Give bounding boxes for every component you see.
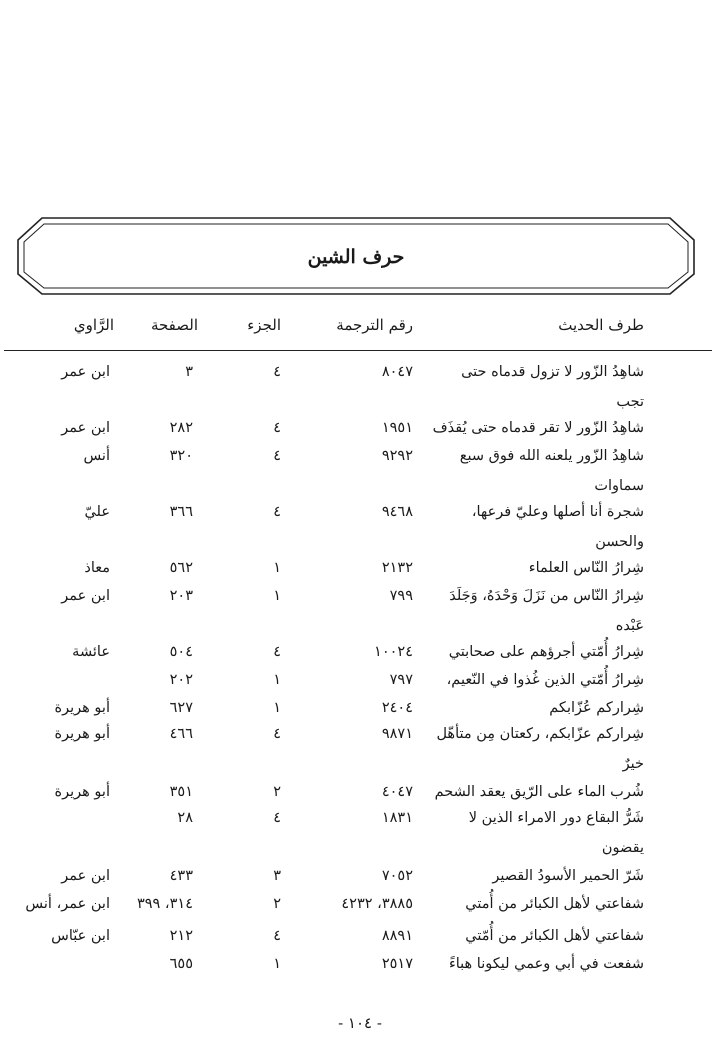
row-juz-cell: ٤: [273, 420, 281, 436]
header-juz: الجزء: [247, 316, 281, 334]
row-tarjama-cell: ٩٢٩٢: [381, 448, 413, 464]
row-tarjama-cell: ٧٠٥٢: [381, 868, 413, 884]
row-hadith-cell: شجرة أنا أصلها وعليّ فرعها،: [471, 504, 644, 520]
row-tarjama-cell: ٨٨٩١: [381, 928, 413, 944]
row-rawi-cell: ابن عمر: [61, 588, 110, 604]
row-hadith-cell: شاهِدُ الزّور يلعنه الله فوق سبع: [459, 448, 644, 464]
row-tarjama-cell: ١٠٠٢٤: [374, 644, 413, 660]
row-page-cell: ٢٨٢: [169, 420, 193, 436]
row-rawi-cell: ابن عمر: [61, 420, 110, 436]
row-hadith-cell: تجب: [616, 394, 644, 410]
row-page-cell: ٤٦٦: [169, 726, 193, 742]
row-rawi-cell: عليّ: [84, 504, 110, 520]
row-juz-cell: ١: [273, 700, 281, 716]
row-hadith-cell: شَرّ الحمير الأسودُ القصير: [492, 868, 644, 884]
row-hadith-cell: شَرُّ البقاع دور الامراء الذين لا: [468, 810, 644, 826]
row-hadith-cell: شفاعتي لأهل الكبائر من أُمتي: [465, 896, 644, 912]
row-tarjama-cell: ٧٩٧: [389, 672, 413, 688]
row-tarjama-cell: ٣٨٨٥، ٤٢٣٢: [341, 896, 413, 912]
row-rawi-cell: أنس: [83, 448, 110, 464]
header-tarjama: رقم الترجمة: [336, 316, 413, 334]
row-tarjama-cell: ٢٤٠٤: [381, 700, 413, 716]
row-rawi-cell: أبو هريرة: [54, 784, 110, 800]
row-hadith-cell: شاهِدُ الزّور لا تزول قدماه حتى: [461, 364, 644, 380]
row-juz-cell: ٤: [273, 726, 281, 742]
row-tarjama-cell: ٢٥١٧: [381, 956, 413, 972]
row-juz-cell: ٤: [273, 364, 281, 380]
header-page: الصفحة: [150, 316, 198, 334]
row-hadith-cell: شُرب الماء على الرّيق يعقد الشحم: [434, 784, 644, 800]
row-juz-cell: ١: [273, 560, 281, 576]
row-page-cell: ٥٠٤: [169, 644, 193, 660]
header-hadith: طرف الحديث: [558, 316, 644, 334]
row-juz-cell: ٤: [273, 448, 281, 464]
row-tarjama-cell: ٤٠٤٧: [381, 784, 413, 800]
row-tarjama-cell: ٩٨٧١: [381, 726, 413, 742]
row-hadith-cell: شِراركم عُزّابكم: [549, 700, 644, 716]
row-tarjama-cell: ١٨٣١: [381, 810, 413, 826]
row-page-cell: ٣٦٦: [169, 504, 193, 520]
row-tarjama-cell: ٧٩٩: [389, 588, 413, 604]
row-hadith-cell: شِرارُ النّاس العلماء: [528, 560, 644, 576]
row-hadith-cell: والحسن: [595, 534, 644, 550]
row-rawi-cell: ابن عمر: [61, 868, 110, 884]
row-hadith-cell: يقضون: [601, 840, 644, 856]
row-rawi-cell: ابن عمر، أنس: [25, 896, 110, 912]
row-page-cell: ٣٥١: [169, 784, 193, 800]
row-juz-cell: ١: [273, 588, 281, 604]
row-tarjama-cell: ٩٤٦٨: [381, 504, 413, 520]
header-rawi: الرَّاوي: [73, 316, 114, 334]
row-juz-cell: ٢: [273, 896, 281, 912]
row-juz-cell: ١: [273, 672, 281, 688]
row-page-cell: ٦٥٥: [169, 956, 193, 972]
header-divider: [4, 350, 712, 351]
row-tarjama-cell: ١٩٥١: [381, 420, 413, 436]
row-hadith-cell: شفعت في أبي وعمي ليكونا هباءً: [448, 956, 644, 972]
row-page-cell: ٢١٢: [169, 928, 193, 944]
page-number: - ١٠٤ -: [338, 1014, 382, 1032]
row-juz-cell: ٢: [273, 784, 281, 800]
row-rawi-cell: معاذ: [84, 560, 110, 576]
row-juz-cell: ٤: [273, 504, 281, 520]
row-hadith-cell: شِرارُ النّاس من نَزَلَ وَحْدَهُ، وَجَلَدَ: [449, 588, 644, 604]
row-juz-cell: ٣: [273, 868, 281, 884]
row-page-cell: ٣١٤، ٣٩٩: [136, 896, 193, 912]
row-tarjama-cell: ٢١٣٢: [381, 560, 413, 576]
row-tarjama-cell: ٨٠٤٧: [381, 364, 413, 380]
row-juz-cell: ٤: [273, 644, 281, 660]
row-page-cell: ٢٠٢: [169, 672, 193, 688]
row-hadith-cell: سماوات: [594, 478, 644, 494]
row-hadith-cell: شِراركم عزّابكم، ركعتان مِن متأهّل: [436, 726, 644, 742]
row-juz-cell: ٤: [273, 810, 281, 826]
row-page-cell: ٣: [185, 364, 193, 380]
row-hadith-cell: عَبْده: [615, 618, 644, 634]
row-page-cell: ٣٢٠: [169, 448, 193, 464]
row-hadith-cell: خيرٌ: [622, 756, 644, 772]
row-juz-cell: ٤: [273, 928, 281, 944]
row-rawi-cell: أبو هريرة: [54, 726, 110, 742]
row-page-cell: ٤٣٣: [169, 868, 193, 884]
row-rawi-cell: ابن عبّاس: [51, 928, 110, 944]
row-page-cell: ٦٢٧: [169, 700, 193, 716]
row-hadith-cell: شاهِدُ الزّور لا تقر قدماه حتى يُقذَف: [432, 420, 644, 436]
row-hadith-cell: شِرارُ أُمّتي الذين غُذوا في النّعيم،: [446, 672, 644, 688]
row-page-cell: ٢٠٣: [169, 588, 193, 604]
row-rawi-cell: أبو هريرة: [54, 700, 110, 716]
row-rawi-cell: ابن عمر: [61, 364, 110, 380]
row-rawi-cell: عائشة: [72, 644, 110, 660]
row-hadith-cell: شفاعتي لأهل الكبائر من أُمّتي: [465, 928, 644, 944]
row-juz-cell: ١: [273, 956, 281, 972]
row-page-cell: ٢٨: [177, 810, 193, 826]
row-hadith-cell: شِرارُ أُمّتي أجرؤهم على صحابتي: [448, 644, 644, 660]
row-page-cell: ٥٦٢: [169, 560, 193, 576]
section-title-frame: [14, 214, 698, 298]
section-title: حرف الشين: [307, 246, 405, 268]
